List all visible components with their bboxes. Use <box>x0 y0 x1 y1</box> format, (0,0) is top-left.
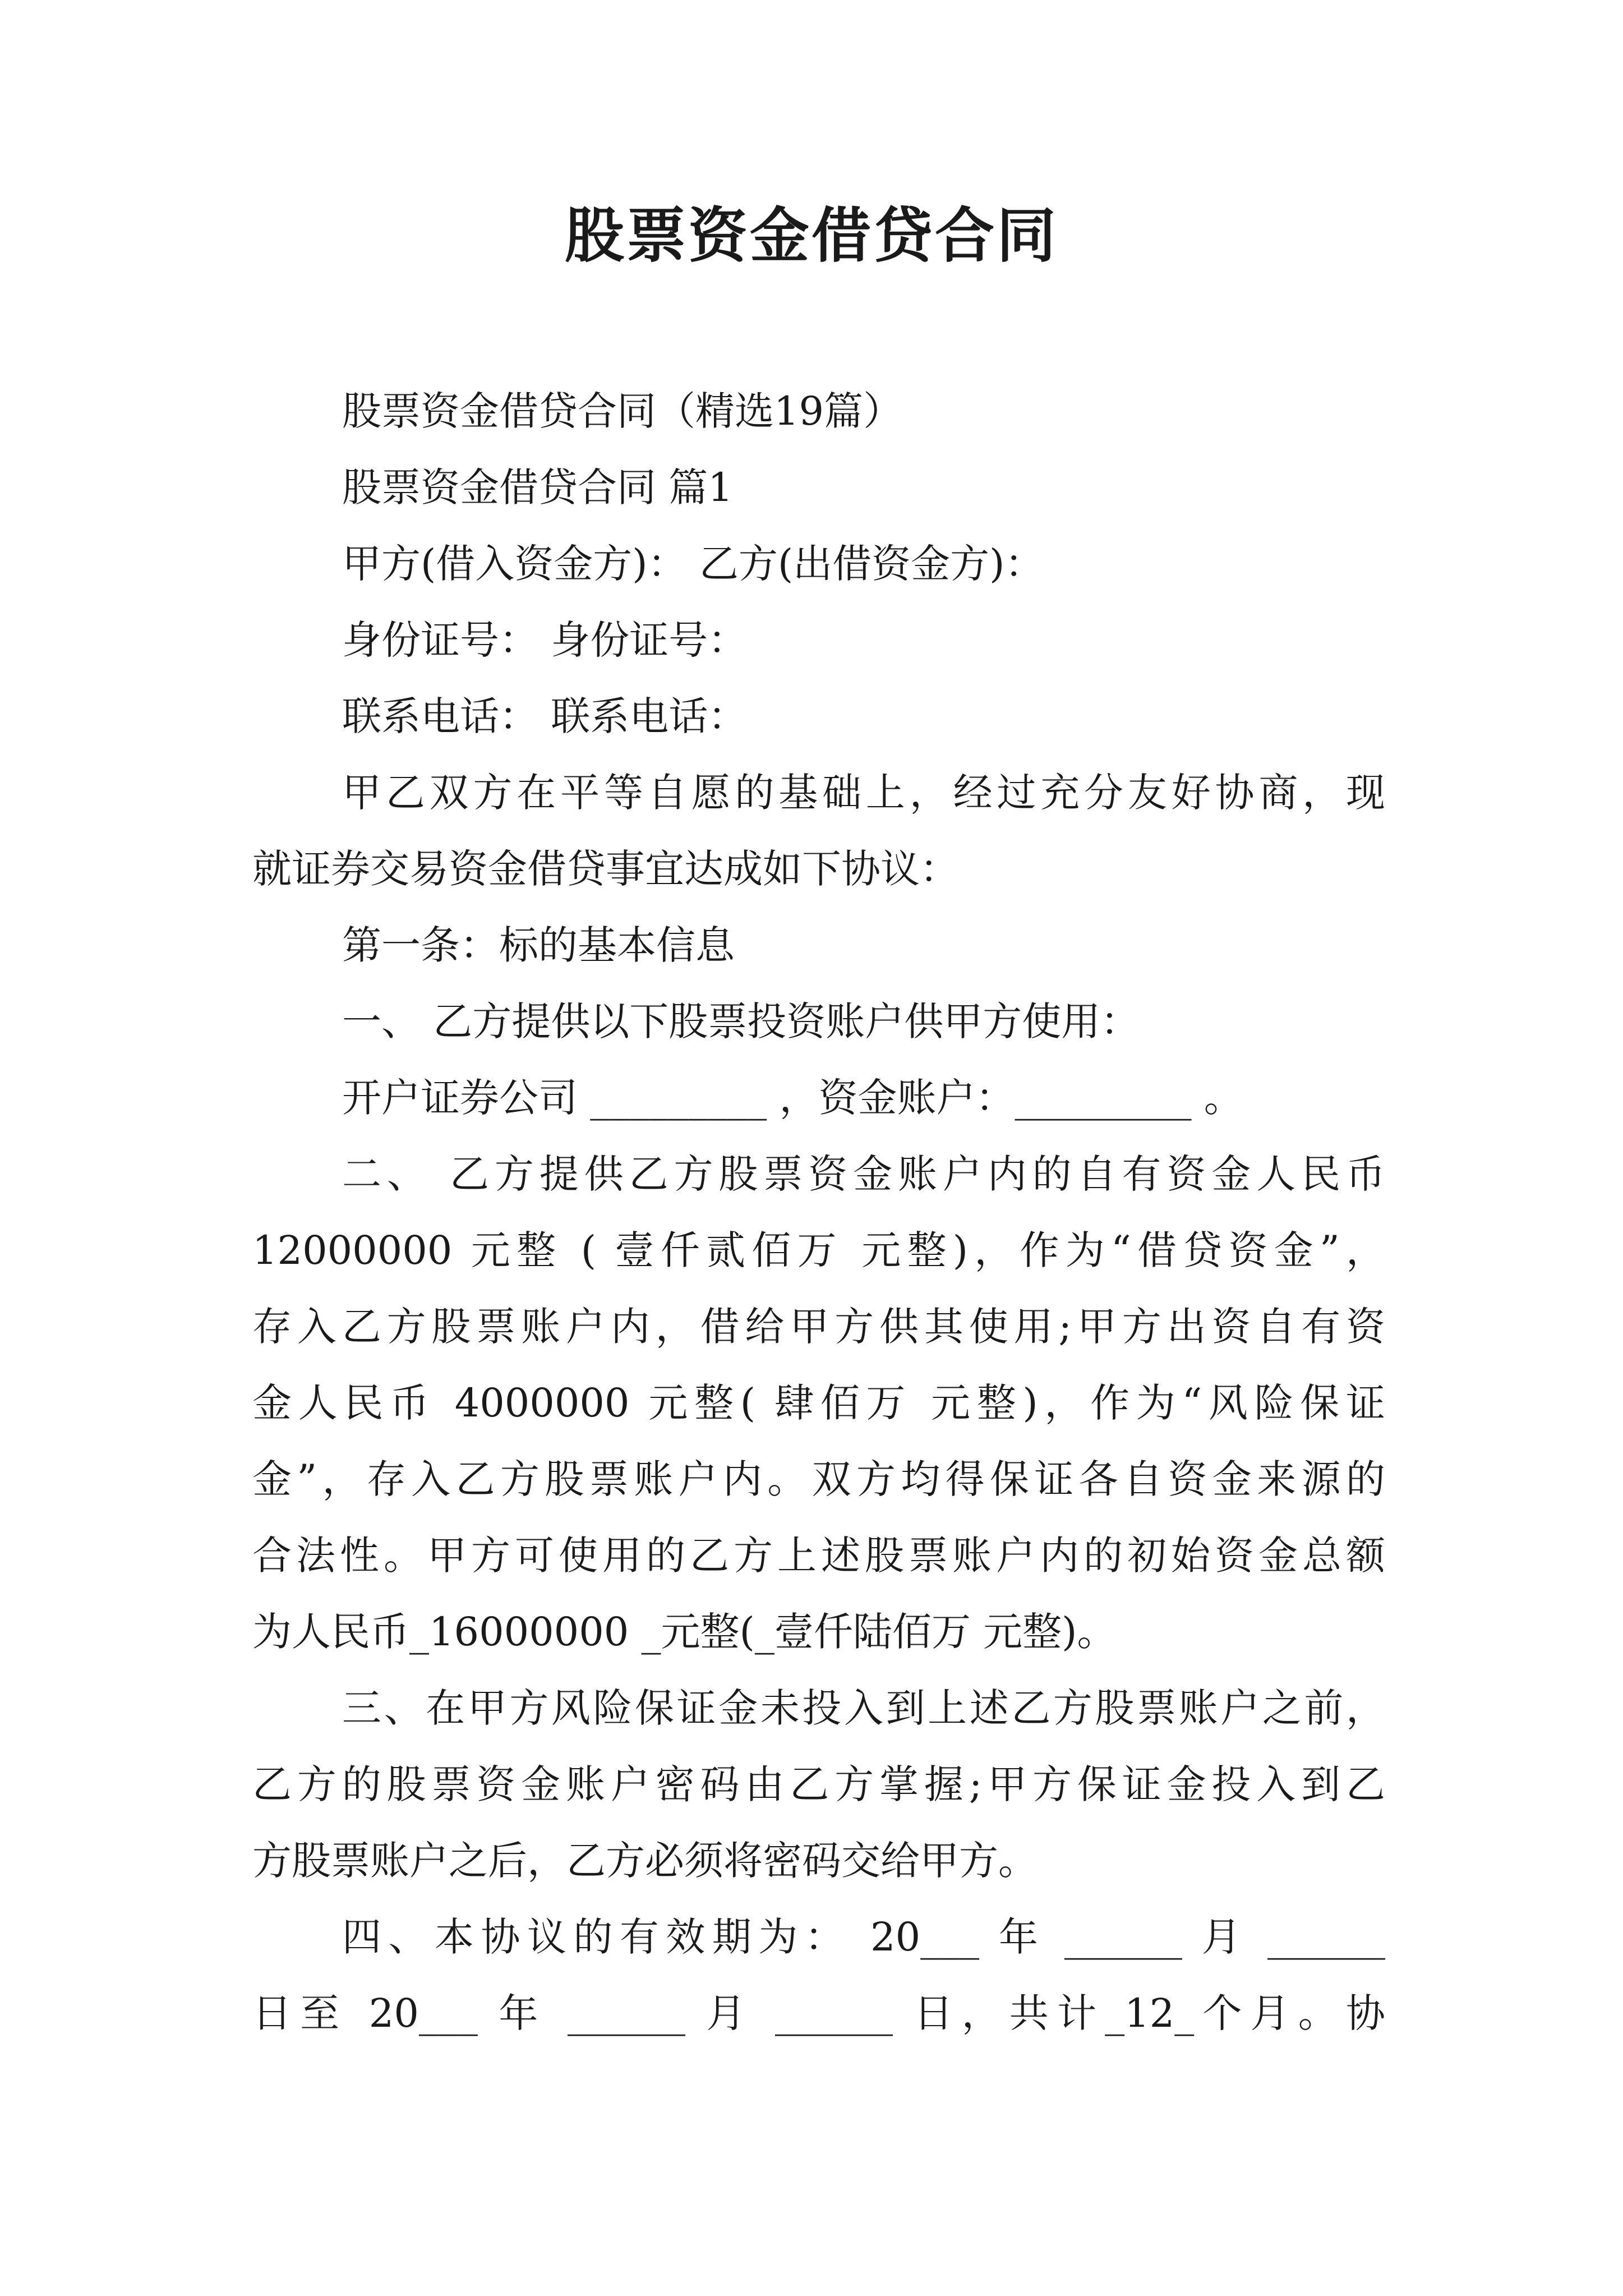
paragraph-line: 甲乙双方在平等自愿的基础上，经过充分友好协商，现 <box>342 770 1385 816</box>
clause-line: 乙方的股票资金账户密码由乙方掌握;甲方保证金投入到乙 <box>252 1761 1385 1807</box>
clause-line: 方股票账户之后，乙方必须将密码交给甲方。 <box>252 1838 1038 1884</box>
clause-line: 二、 乙方提供乙方股票资金账户内的自有资金人民币 <box>342 1151 1385 1197</box>
clause-line: 日至 20___ 年 ______ 月 ______ 日，共计_12_个月。协 <box>252 1990 1385 2036</box>
clause-line: 为人民币_16000000 _元整(_壹仟陆佰万 元整)。 <box>252 1609 1117 1655</box>
paragraph-line: 就证券交易资金借贷事宜达成如下协议： <box>252 846 959 892</box>
document-title: 股票资金借贷合同 <box>565 200 1058 270</box>
clause-line: 存入乙方股票账户内，借给甲方供其使用;甲方出资自有资 <box>252 1304 1385 1350</box>
clause-line: 合法性。甲方可使用的乙方上述股票账户内的初始资金总额 <box>252 1533 1385 1579</box>
subtitle-line: 股票资金借贷合同（精选19篇） <box>342 388 903 434</box>
id-number-line: 身份证号： 身份证号： <box>342 617 748 663</box>
clause-line: 开户证券公司 _________ ，资金账户：_________ 。 <box>342 1075 1243 1121</box>
document-body <box>252 373 1385 2051</box>
phone-line: 联系电话： 联系电话： <box>342 693 748 739</box>
clause-line: 金”，存入乙方股票账户内。双方均得保证各自资金来源的 <box>252 1456 1385 1502</box>
section-heading: 股票资金借贷合同 篇1 <box>342 464 733 510</box>
article-heading: 第一条：标的基本信息 <box>342 922 735 968</box>
clause-line: 三、在甲方风险保证金未投入到上述乙方股票账户之前， <box>342 1685 1385 1731</box>
clause-line: 12000000 元整 ( 壹仟贰佰万 元整)，作为“借贷资金”， <box>252 1227 1385 1273</box>
clause-line: 金人民币 4000000 元整( 肆佰万 元整)，作为“风险保证 <box>252 1380 1385 1426</box>
clause-line: 四、本协议的有效期为： 20___ 年 ______ 月 ______ <box>342 1914 1385 1960</box>
party-line: 甲方(借入资金方)： 乙方(出借资金方)： <box>342 541 1044 587</box>
clause-line: 一、 乙方提供以下股票投资账户供甲方使用： <box>342 999 1140 1045</box>
